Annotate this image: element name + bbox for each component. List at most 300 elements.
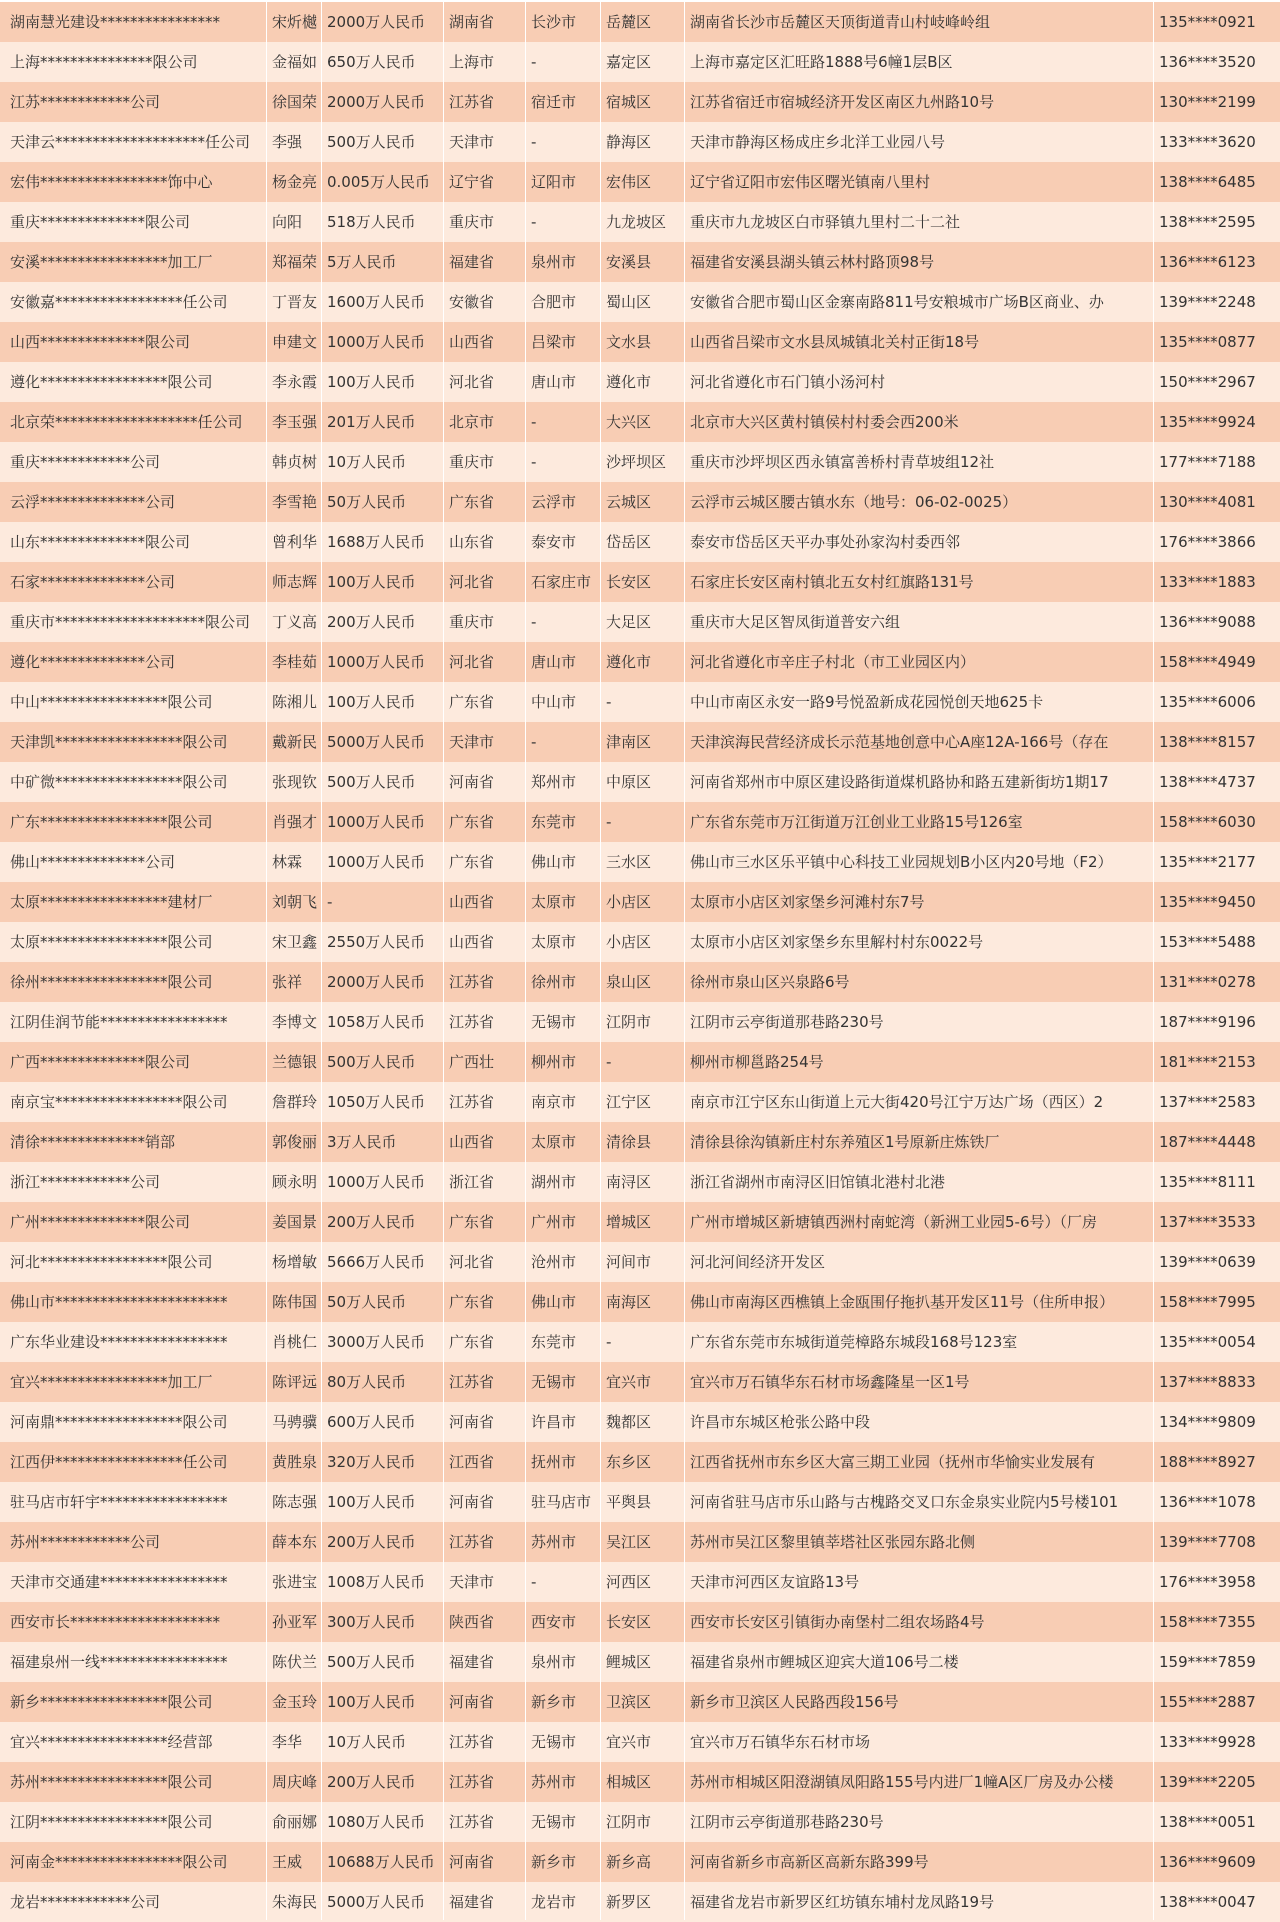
company-name-cell: 广东华业建设*****************: [10, 1333, 228, 1351]
capital-cell: 5666万人民币: [327, 1253, 426, 1271]
address-cell: 江苏省宿迁市宿城经济开发区南区九州路10号: [690, 93, 995, 111]
legal-rep-cell: 郑福荣: [272, 253, 318, 271]
city-cell: 徐州市: [531, 973, 577, 991]
legal-rep-cell: 陈评远: [272, 1373, 318, 1391]
phone-cell: 135****0877: [1159, 333, 1256, 351]
legal-rep-cell: 顾永明: [272, 1173, 318, 1191]
capital-cell: 1000万人民币: [327, 853, 426, 871]
capital-cell: 518万人民币: [327, 213, 416, 231]
address-cell: 佛山市南海区西樵镇上金瓯围仔拖扒基开发区11号（住所申报）: [690, 1293, 1115, 1311]
capital-cell: 1688万人民币: [327, 533, 426, 551]
company-name-cell: 西安市长********************: [10, 1613, 221, 1631]
city-cell: -: [531, 413, 537, 431]
province-cell: 福建省: [449, 1653, 495, 1671]
company-name-cell: 南京宝*****************限公司: [10, 1093, 228, 1111]
city-cell: 太原市: [531, 933, 577, 951]
capital-cell: 500万人民币: [327, 133, 416, 151]
legal-rep-cell: 林霖: [272, 853, 303, 871]
table-row: [0, 922, 1280, 962]
table-row: [0, 962, 1280, 1002]
address-cell: 石家庄长安区南村镇北五女村红旗路131号: [690, 573, 974, 591]
address-cell: 新乡市卫滨区人民路西段156号: [690, 1693, 899, 1711]
phone-cell: 181****2153: [1159, 1053, 1256, 1071]
table-row: [0, 562, 1280, 602]
province-cell: 上海市: [449, 53, 495, 71]
address-cell: 佛山市三水区乐平镇中心科技工业园规划B小区内20号地（F2）: [690, 853, 1113, 871]
district-cell: 安溪县: [606, 253, 652, 271]
phone-cell: 138****0051: [1159, 1813, 1256, 1831]
address-cell: 河北省遵化市辛庄子村北（市工业园区内）: [690, 653, 976, 671]
phone-cell: 135****9450: [1159, 893, 1256, 911]
address-cell: 江阴市云亭街道那巷路230号: [690, 1013, 884, 1031]
legal-rep-cell: 张进宝: [272, 1573, 318, 1591]
column-divider: [266, 0, 267, 1920]
company-name-cell: 安溪*****************加工厂: [10, 253, 213, 271]
legal-rep-cell: 孙亚军: [272, 1613, 318, 1631]
capital-cell: 10万人民币: [327, 1733, 407, 1751]
capital-cell: 1000万人民币: [327, 653, 426, 671]
province-cell: 河北省: [449, 573, 495, 591]
phone-cell: 187****4448: [1159, 1133, 1256, 1151]
phone-cell: 177****7188: [1159, 453, 1256, 471]
city-cell: -: [531, 613, 537, 631]
address-cell: 广州市增城区新塘镇西洲村南蛇湾（新洲工业园5-6号）（厂房: [690, 1213, 1098, 1231]
city-cell: -: [531, 133, 537, 151]
table-row: [0, 82, 1280, 122]
address-cell: 天津市静海区杨成庄乡北洋工业园八号: [690, 133, 946, 151]
table-row: [0, 1522, 1280, 1562]
company-name-cell: 中矿微*****************限公司: [10, 773, 228, 791]
table-row: [0, 362, 1280, 402]
address-cell: 河南省郑州市中原区建设路街道煤机路协和路五建新街坊1期17: [690, 773, 1109, 791]
province-cell: 江苏省: [449, 1533, 495, 1551]
capital-cell: 1000万人民币: [327, 333, 426, 351]
capital-cell: 5000万人民币: [327, 733, 426, 751]
legal-rep-cell: 李桂茹: [272, 653, 318, 671]
address-cell: 柳州市柳邕路254号: [690, 1053, 824, 1071]
district-cell: 中原区: [606, 773, 652, 791]
capital-cell: 1000万人民币: [327, 813, 426, 831]
legal-rep-cell: 俞丽娜: [272, 1813, 318, 1831]
address-cell: 浙江省湖州市南浔区旧馆镇北港村北港: [690, 1173, 946, 1191]
capital-cell: 10688万人民币: [327, 1853, 435, 1871]
city-cell: 佛山市: [531, 853, 577, 871]
capital-cell: 200万人民币: [327, 1533, 416, 1551]
company-name-cell: 石家**************公司: [10, 573, 176, 591]
company-name-cell: 山西**************限公司: [10, 333, 191, 351]
legal-rep-cell: 王威: [272, 1853, 303, 1871]
legal-rep-cell: 师志辉: [272, 573, 318, 591]
province-cell: 安徽省: [449, 293, 495, 311]
phone-cell: 135****0921: [1159, 13, 1256, 31]
city-cell: 苏州市: [531, 1773, 577, 1791]
phone-cell: 135****2177: [1159, 853, 1256, 871]
company-name-cell: 江西伊*****************任公司: [10, 1453, 228, 1471]
province-cell: 江苏省: [449, 1373, 495, 1391]
address-cell: 苏州市相城区阳澄湖镇凤阳路155号内进厂1幢A区厂房及办公楼: [690, 1773, 1114, 1791]
city-cell: 泉州市: [531, 1653, 577, 1671]
phone-cell: 153****5488: [1159, 933, 1256, 951]
district-cell: 南海区: [606, 1293, 652, 1311]
phone-cell: 131****0278: [1159, 973, 1256, 991]
company-name-cell: 山东**************限公司: [10, 533, 191, 551]
district-cell: 遵化市: [606, 373, 652, 391]
table-row: [0, 1482, 1280, 1522]
address-cell: 太原市小店区刘家堡乡河滩村东7号: [690, 893, 925, 911]
province-cell: 河南省: [449, 773, 495, 791]
phone-cell: 136****3520: [1159, 53, 1256, 71]
company-name-cell: 太原*****************建材厂: [10, 893, 213, 911]
city-cell: 东莞市: [531, 813, 577, 831]
capital-cell: 1000万人民币: [327, 1173, 426, 1191]
address-cell: 山西省吕梁市文水县凤城镇北关村正街18号: [690, 333, 980, 351]
column-divider: [684, 0, 685, 1920]
legal-rep-cell: 周庆峰: [272, 1773, 318, 1791]
capital-cell: 50万人民币: [327, 1293, 407, 1311]
province-cell: 河北省: [449, 373, 495, 391]
company-name-cell: 浙江************公司: [10, 1173, 161, 1191]
phone-cell: 158****6030: [1159, 813, 1256, 831]
phone-cell: 137****3533: [1159, 1213, 1256, 1231]
legal-rep-cell: 张现钦: [272, 773, 318, 791]
district-cell: 魏都区: [606, 1413, 652, 1431]
district-cell: -: [606, 693, 612, 711]
legal-rep-cell: 申建文: [272, 333, 318, 351]
capital-cell: 1600万人民币: [327, 293, 426, 311]
address-cell: 辽宁省辽阳市宏伟区曙光镇南八里村: [690, 173, 931, 191]
legal-rep-cell: 杨金亮: [272, 173, 318, 191]
district-cell: 宏伟区: [606, 173, 652, 191]
province-cell: 河南省: [449, 1693, 495, 1711]
legal-rep-cell: 陈伟国: [272, 1293, 318, 1311]
capital-cell: 320万人民币: [327, 1453, 416, 1471]
phone-cell: 139****2205: [1159, 1773, 1256, 1791]
capital-cell: 200万人民币: [327, 613, 416, 631]
phone-cell: 139****2248: [1159, 293, 1256, 311]
company-name-cell: 佛山市***********************: [10, 1293, 228, 1311]
company-name-cell: 江苏************公司: [10, 93, 161, 111]
company-name-cell: 中山*****************限公司: [10, 693, 213, 711]
city-cell: 泰安市: [531, 533, 577, 551]
table-row: [0, 1802, 1280, 1842]
district-cell: 鲤城区: [606, 1653, 652, 1671]
province-cell: 河南省: [449, 1413, 495, 1431]
city-cell: 唐山市: [531, 653, 577, 671]
phone-cell: 135****8111: [1159, 1173, 1256, 1191]
province-cell: 山西省: [449, 893, 495, 911]
district-cell: 相城区: [606, 1773, 652, 1791]
district-cell: 宿城区: [606, 93, 652, 111]
capital-cell: 100万人民币: [327, 1693, 416, 1711]
district-cell: 长安区: [606, 573, 652, 591]
address-cell: 河北省遵化市石门镇小汤河村: [690, 373, 886, 391]
column-divider: [321, 0, 322, 1920]
table-row: [0, 722, 1280, 762]
province-cell: 河南省: [449, 1493, 495, 1511]
capital-cell: 300万人民币: [327, 1613, 416, 1631]
table-row: [0, 1042, 1280, 1082]
legal-rep-cell: 陈湘儿: [272, 693, 318, 711]
province-cell: 辽宁省: [449, 173, 495, 191]
province-cell: 江苏省: [449, 1733, 495, 1751]
city-cell: 长沙市: [531, 13, 577, 31]
district-cell: 河间市: [606, 1253, 652, 1271]
table-row: [0, 682, 1280, 722]
legal-rep-cell: 李强: [272, 133, 303, 151]
legal-rep-cell: 李永霞: [272, 373, 318, 391]
province-cell: 北京市: [449, 413, 495, 431]
legal-rep-cell: 徐国荣: [272, 93, 318, 111]
column-divider: [600, 0, 601, 1920]
company-name-cell: 广东*****************限公司: [10, 813, 213, 831]
address-cell: 重庆市沙坪坝区西永镇富善桥村青草坡组12社: [690, 453, 995, 471]
city-cell: 抚州市: [531, 1453, 577, 1471]
table-row: [0, 122, 1280, 162]
capital-cell: 500万人民币: [327, 773, 416, 791]
phone-cell: 176****3958: [1159, 1573, 1256, 1591]
capital-cell: 200万人民币: [327, 1213, 416, 1231]
address-cell: 福建省安溪县湖头镇云林村路顶98号: [690, 253, 935, 271]
address-cell: 云浮市云城区腰古镇水东（地号：06-02-0025）: [690, 493, 1018, 511]
table-row: [0, 1402, 1280, 1442]
table-row: [0, 1682, 1280, 1722]
address-cell: 北京市大兴区黄村镇侯村村委会西200米: [690, 413, 959, 431]
address-cell: 天津滨海民营经济成长示范基地创意中心A座12A-166号（存在: [690, 733, 1109, 751]
capital-cell: 2550万人民币: [327, 933, 426, 951]
phone-cell: 136****1078: [1159, 1493, 1256, 1511]
legal-rep-cell: 李雪艳: [272, 493, 318, 511]
capital-cell: 500万人民币: [327, 1653, 416, 1671]
district-cell: 平舆县: [606, 1493, 652, 1511]
company-name-cell: 宜兴*****************经营部: [10, 1733, 213, 1751]
company-name-cell: 驻马店市轩宇*****************: [10, 1493, 228, 1511]
legal-rep-cell: 丁晋友: [272, 293, 318, 311]
district-cell: -: [606, 813, 612, 831]
phone-cell: 158****7355: [1159, 1613, 1256, 1631]
table-row: [0, 642, 1280, 682]
capital-cell: 3万人民币: [327, 1133, 397, 1151]
capital-cell: 1008万人民币: [327, 1573, 426, 1591]
address-cell: 河南省新乡市高新区高新东路399号: [690, 1853, 929, 1871]
legal-rep-cell: 向阳: [272, 213, 303, 231]
legal-rep-cell: 李华: [272, 1733, 303, 1751]
table-row: [0, 1202, 1280, 1242]
legal-rep-cell: 薛本东: [272, 1533, 318, 1551]
legal-rep-cell: 陈伏兰: [272, 1653, 318, 1671]
district-cell: 江宁区: [606, 1093, 652, 1111]
province-cell: 重庆市: [449, 213, 495, 231]
city-cell: 佛山市: [531, 1293, 577, 1311]
province-cell: 江苏省: [449, 1093, 495, 1111]
legal-rep-cell: 兰德银: [272, 1053, 318, 1071]
company-name-cell: 河南鼎*****************限公司: [10, 1413, 228, 1431]
city-cell: 苏州市: [531, 1533, 577, 1551]
company-name-cell: 天津市交通建*****************: [10, 1573, 228, 1591]
company-name-cell: 江阴佳润节能*****************: [10, 1013, 228, 1031]
legal-rep-cell: 朱海民: [272, 1893, 318, 1911]
phone-cell: 137****8833: [1159, 1373, 1256, 1391]
city-cell: 东莞市: [531, 1333, 577, 1351]
phone-cell: 135****9924: [1159, 413, 1256, 431]
phone-cell: 155****2887: [1159, 1693, 1256, 1711]
city-cell: 西安市: [531, 1613, 577, 1631]
city-cell: 无锡市: [531, 1733, 577, 1751]
company-name-cell: 北京荣*******************任公司: [10, 413, 243, 431]
company-name-cell: 重庆**************限公司: [10, 213, 191, 231]
phone-cell: 138****0047: [1159, 1893, 1256, 1911]
phone-cell: 136****6123: [1159, 253, 1256, 271]
address-cell: 福建省泉州市鲤城区迎宾大道106号二楼: [690, 1653, 959, 1671]
company-name-cell: 天津云********************任公司: [10, 133, 251, 151]
table-row: [0, 482, 1280, 522]
phone-cell: 139****7708: [1159, 1533, 1256, 1551]
capital-cell: 600万人民币: [327, 1413, 416, 1431]
district-cell: 新罗区: [606, 1893, 652, 1911]
district-cell: 大兴区: [606, 413, 652, 431]
province-cell: 重庆市: [449, 453, 495, 471]
capital-cell: 1050万人民币: [327, 1093, 426, 1111]
address-cell: 江阴市云亭街道那巷路230号: [690, 1813, 884, 1831]
capital-cell: 1080万人民币: [327, 1813, 426, 1831]
province-cell: 福建省: [449, 253, 495, 271]
legal-rep-cell: 杨增敏: [272, 1253, 318, 1271]
company-name-cell: 遵化*****************限公司: [10, 373, 213, 391]
company-name-cell: 江阴*****************限公司: [10, 1813, 213, 1831]
column-divider: [525, 0, 526, 1920]
province-cell: 陕西省: [449, 1613, 495, 1631]
capital-cell: 3000万人民币: [327, 1333, 426, 1351]
city-cell: 新乡市: [531, 1853, 577, 1871]
district-cell: 文水县: [606, 333, 652, 351]
district-cell: 大足区: [606, 613, 652, 631]
district-cell: 蜀山区: [606, 293, 652, 311]
province-cell: 广东省: [449, 693, 495, 711]
city-cell: 唐山市: [531, 373, 577, 391]
table-row: [0, 242, 1280, 282]
city-cell: 柳州市: [531, 1053, 577, 1071]
province-cell: 广东省: [449, 1333, 495, 1351]
company-name-cell: 龙岩************公司: [10, 1893, 161, 1911]
district-cell: 东乡区: [606, 1453, 652, 1471]
phone-cell: 159****7859: [1159, 1653, 1256, 1671]
address-cell: 徐州市泉山区兴泉路6号: [690, 973, 850, 991]
phone-cell: 188****8927: [1159, 1453, 1256, 1471]
city-cell: 南京市: [531, 1093, 577, 1111]
table-row: [0, 1242, 1280, 1282]
phone-cell: 134****9809: [1159, 1413, 1256, 1431]
phone-cell: 176****3866: [1159, 533, 1256, 551]
city-cell: 宿迁市: [531, 93, 577, 111]
legal-rep-cell: 李玉强: [272, 413, 318, 431]
table-row: [0, 282, 1280, 322]
province-cell: 天津市: [449, 733, 495, 751]
address-cell: 湖南省长沙市岳麓区天顶街道青山村岐峰岭组: [690, 13, 991, 31]
phone-cell: 130****2199: [1159, 93, 1256, 111]
province-cell: 江苏省: [449, 1773, 495, 1791]
table-row: [0, 1122, 1280, 1162]
table-row: [0, 1362, 1280, 1402]
capital-cell: -: [327, 893, 333, 911]
table-row: [0, 42, 1280, 82]
city-cell: 辽阳市: [531, 173, 577, 191]
address-cell: 广东省东莞市万江街道万江创业工业路15号126室: [690, 813, 1023, 831]
table-row: [0, 202, 1280, 242]
table-row: [0, 762, 1280, 802]
city-cell: 云浮市: [531, 493, 577, 511]
table-row: [0, 1282, 1280, 1322]
city-cell: 太原市: [531, 893, 577, 911]
legal-rep-cell: 金福如: [272, 53, 318, 71]
company-name-cell: 宏伟*****************饰中心: [10, 173, 213, 191]
phone-cell: 136****9088: [1159, 613, 1256, 631]
capital-cell: 0.005万人民币: [327, 173, 430, 191]
address-cell: 太原市小店区刘家堡乡东里解村村东0022号: [690, 933, 984, 951]
province-cell: 天津市: [449, 133, 495, 151]
table-row: [0, 1722, 1280, 1762]
district-cell: 新乡高: [606, 1853, 652, 1871]
table-row: [0, 1762, 1280, 1802]
district-cell: 长安区: [606, 1613, 652, 1631]
address-cell: 泰安市岱岳区天平办事处孙家沟村委西邻: [690, 533, 961, 551]
address-cell: 重庆市大足区智凤街道普安六组: [690, 613, 901, 631]
district-cell: 云城区: [606, 493, 652, 511]
province-cell: 广东省: [449, 1293, 495, 1311]
table-row: [0, 1162, 1280, 1202]
legal-rep-cell: 郭俊丽: [272, 1133, 318, 1151]
province-cell: 湖南省: [449, 13, 495, 31]
capital-cell: 201万人民币: [327, 413, 416, 431]
capital-cell: 50万人民币: [327, 493, 407, 511]
district-cell: 小店区: [606, 933, 652, 951]
province-cell: 山西省: [449, 333, 495, 351]
phone-cell: 138****6485: [1159, 173, 1256, 191]
table-row: [0, 882, 1280, 922]
table-row: [0, 162, 1280, 202]
district-cell: 岱岳区: [606, 533, 652, 551]
capital-cell: 500万人民币: [327, 1053, 416, 1071]
legal-rep-cell: 肖桃仁: [272, 1333, 318, 1351]
province-cell: 河北省: [449, 1253, 495, 1271]
city-cell: 石家庄市: [531, 573, 592, 591]
city-cell: -: [531, 733, 537, 751]
legal-rep-cell: 肖强才: [272, 813, 318, 831]
table-row: [0, 602, 1280, 642]
district-cell: 宜兴市: [606, 1373, 652, 1391]
city-cell: 广州市: [531, 1213, 577, 1231]
capital-cell: 5000万人民币: [327, 1893, 426, 1911]
phone-cell: 135****6006: [1159, 693, 1256, 711]
capital-cell: 650万人民币: [327, 53, 416, 71]
company-name-cell: 重庆************公司: [10, 453, 161, 471]
city-cell: 无锡市: [531, 1013, 577, 1031]
city-cell: 湖州市: [531, 1173, 577, 1191]
table-row: [0, 842, 1280, 882]
address-cell: 许昌市东城区枪张公路中段: [690, 1413, 871, 1431]
district-cell: 江阴市: [606, 1013, 652, 1031]
address-cell: 河北河间经济开发区: [690, 1253, 826, 1271]
phone-cell: 133****9928: [1159, 1733, 1256, 1751]
district-cell: 清徐县: [606, 1133, 652, 1151]
district-cell: 河西区: [606, 1573, 652, 1591]
province-cell: 山西省: [449, 933, 495, 951]
city-cell: 中山市: [531, 693, 577, 711]
city-cell: 龙岩市: [531, 1893, 577, 1911]
district-cell: 三水区: [606, 853, 652, 871]
address-cell: 河南省驻马店市乐山路与古槐路交叉口东金泉实业院内5号楼101: [690, 1493, 1119, 1511]
capital-cell: 100万人民币: [327, 373, 416, 391]
address-cell: 安徽省合肥市蜀山区金寨南路811号安粮城市广场B区商业、办: [690, 293, 1104, 311]
phone-cell: 137****2583: [1159, 1093, 1256, 1111]
